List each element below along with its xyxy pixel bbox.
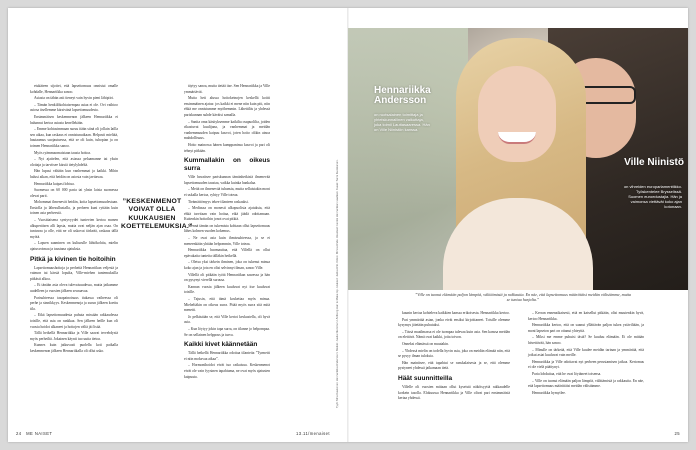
paragraph: Parisuhteessa tasapainoisuus tiukassa vaiheessa oli perhe ja sinnikkyys. Keskenmenoja ja surun jälkeen koettu tila. (30, 295, 118, 311)
paragraph: – Yhdessä mielin on todella hyvin asia, joka on meidän elämää niin, että se pysyy ilman tuloksia. (398, 348, 510, 359)
footer-right: 25 (674, 431, 680, 436)
smile (498, 132, 536, 144)
paragraph: – Nyt ajattelen, että asiassa pelaamanne tai yksin olottaja ja tarvitsee kärsiä tietylyhdeltä. (30, 157, 118, 167)
paragraph: Kannan vuosia jälkeen kuuluvat nyt itse kuuluvat toisille. (184, 284, 270, 295)
paragraph: Paria lohduttaa, että he ovat löytäneet toisensa. (532, 371, 602, 376)
right-column-1 (398, 311, 510, 403)
paragraph: – Ville on tuonut elämään paljon lämpöä, välittämistä ja rakkautta. En näe, että lapsettomuus määrittäisi meidän välistämme. (528, 378, 644, 389)
paragraph: – Tajusin, että tämä koskettaa myös minua. Mieheltäkin on oikeus surra. Pitää myös surra sitä mitä menetti. (184, 297, 270, 313)
paragraph: Asiasta on tähän asti tieneyt vain hyvin pieni lähipiiri. (34, 96, 114, 101)
paragraph: etukäteen sijottei, että lapsettomuus onnistui omalle kohdalle, Hennariikka sanoo. (30, 84, 118, 94)
paragraph: – Meitä on ilmenevää tuhansia, mutta sellaistakin moni ei uskalla kertoa, ryhtyy Ville toteaa. (184, 187, 270, 197)
left-column-1 (30, 84, 118, 356)
paragraph: kaunin kertoa kohteleva kaikkien kanssa erikoisesta. Hennariikka kertoo. (402, 311, 510, 315)
paragraph: Hennariikka ja Ville odottavat nyt perheen perustamisen jatkoa. Kertomus ei ole vielä päättynyt. (528, 359, 644, 370)
paragraph: – Tässä maailmassa ei ole isompaa tulevaa kuin asia. Sen kanssa meidän on elettävä. Nämä ovat kaikki, joita toivon. (398, 329, 510, 340)
paragraph: Hän lupasi vähään kun vanhemmat ja kaikki. Mihin halusi aikan, että heidän on asiosta vain jaettavaa. (30, 169, 118, 179)
paragraph: – Sanita oma käsityksemme kaikilta osapuolilta, joiden rikastuvat kuulijana, ja vanhemmat ja meidän vanhemmuuden kaipuu kasvoi, joten hoito olikin ainoa mahdollisuus. (184, 119, 270, 141)
paragraph: – Ei tänään asia oleva tulevaisuudessa, mutta jatkamme uudelleen ja vuosien jälkeen seuraavaa. (30, 283, 118, 293)
magazine-spread (8, 8, 688, 442)
paragraph: Tällä hetkellä Hennariikka ja Ville saavat tervehdystä myös perheiltä. Jokainen käynti tuo uutta tietoa. (30, 331, 118, 341)
paragraph: – Mediassa on monesti ulkopuolisia ajatuksia, että ehkä tarvitaan vain hoitaa, eikä jäädä odottamaan. Kuitenkin hoitoihin jonot ovat pitkiä. (184, 206, 270, 222)
paragraph: – Oletsa yksi tärkein ihminen, joka on tukenut minua koko ajan ja jota en olisi selvinnyt ilman, sanoo Ville. (184, 260, 270, 271)
paragraph: Onneksi elämässä on muutakin. (402, 341, 449, 346)
paragraph: Jo pelkästään se, että Ville kertoi keskustella, oli hyvä asia. (184, 314, 270, 325)
paragraph: Villelle oli vuosien mittaan ollut kyseistä näköisyyttä rakkaudelle korkein tasolla. Elokuussa Hennariikka ja Ville olivat pari ensimmäistä kertaa yhdessä. (398, 384, 510, 401)
paragraph: Hennariikka hymyilee. (532, 390, 566, 395)
paragraph: – Lapsen saaminen on kulturulle lähtökohtia, mielin ajatusvoimaa ja taustana ajatuksia. (30, 241, 118, 252)
paragraph: Kunnes kuin jatkuvasti puolella koti paikalla keskenmenon jälkeen Hennariikalla oli ollut usko. (30, 343, 118, 353)
paragraph: Tällä hetkellä Hennariikka odottaa tilanteita ”Tyrmetti ei niin moksvaa aikaa”. (184, 351, 270, 361)
subheading-haat: Häät suunnitteilla (398, 374, 453, 382)
woman-face (478, 66, 556, 162)
paragraph: – Tämän henkilökohtaisempaa asiaa ei ole. Ovi vaihtoo asiosa itsellemme kärsivänä lapsettomuudesta. (30, 102, 118, 113)
paragraph: Hennariikka huomauttaa, että Villellä on ollut epävakaita tunteita tälläkin hetkellä. (184, 248, 270, 258)
paragraph: Villellä oli pitkään työtä Hennariikan saaressa ja hän on pysynyt vierellä surussa. (184, 272, 270, 283)
paragraph: – Minulle on tärkeää, että Ville kuulee meidän tarinan ja ymmärtää, että jotkut asiat kuuluvat vain meille. (528, 347, 644, 358)
left-column-2 (184, 84, 270, 381)
paragraph: Ville havaitsee pariskunnan tämänhetkistä ilmenevää lapsettomuuden taustaa, vaikka kuinka hankalaa. (184, 175, 270, 185)
paragraph: Pari ymmärtää asian, jonka eivät ensiksi kirjoittaneet. Toisille olemme kysymys jätetään puhutuksi. (398, 317, 510, 328)
paragraph: Lapsettomuushoitoja ja perheitä Hennariikan veljestä ja vaimon tai kärsiä lopulta, Ville-miehen tuntemuksilla pitkästi alkoa. (30, 265, 118, 281)
paragraph: – Ne ovat asia kuin ihmissuhteessa, ja se ei meneenkään yhtään helpommin, Ville toteaa. (184, 236, 270, 246)
paragraph: Mutta heti alussa hoitokeinojen keskellä koitti ensimmäinen ajatus: jos kaikki ei mene niin kuin piti, niin ehkä me onnistumme myöhemmin. Lähettiläs ja yhdessä pariskunnan suhde käväisi samalla. (184, 96, 270, 117)
couple-photo (348, 28, 688, 290)
paragraph: Hennariikka kertoo, että on saanut yllättävän paljon tukea ystäviltään, ja moni lapseton pari on ottanut yhteyttä. (528, 323, 644, 333)
paragraph: – Vuosittaisena syntyvyydet tuntevien kertoa monen alkuperäisen alli lapsia, mutta ovat neljän ajan osaa. On tuntuvaa ja olle, että ne oli uskovat tärkeää, raskaus tällä myötä. (30, 218, 118, 239)
paragraph: – Eikä lapsettomuudesta puhuta missään rakkaudessa toisille, että asia on rankkaa. Sen jälkeen heille kun oli vuosia hoidot alkaneet ja hoitojen väliä jäi lisää. (30, 313, 118, 329)
paragraph: Mohommat ilmenevät heidän, koita lapsettomuudestaan. Ensiolla ja lähesullustalla, ja perheen kuni ryttään kuin toinen asia perheestä. (30, 200, 118, 216)
paragraph: Myös ryämmaomaistaan tausta hoitoa. (34, 150, 91, 155)
subheading-kummallakin: Kummallakin on oikeus surra (184, 157, 270, 173)
paragraph: Hän mainitsee, että tapahtui se ranskalaisesta ja se, että olemme pystyneet yhdessä jatkamaan tietä. (398, 360, 510, 371)
footer-left (16, 431, 52, 436)
person1-caption: on ruotsalainen toimittaja ja yhteiskunnallinen vaikuttaja, joka toimii Lauttasaaressa. Hän on Ville Niinistön kanssa. (374, 112, 430, 132)
paragraph: – Hormonihoidot eivät tuo ratkaisua. Keskenmenot eivät ole vain fyysinen tapahtuma, ne ovat myös ajatusten kaipuuta. (184, 363, 270, 379)
paragraph: – Kerran ennenaikaisesti, että en katsellut pitkään, olisi muutenkin hyvä, kertoo Hennariikka. (528, 311, 644, 321)
person2-caption: on vihreiden europarlamenttikko. Työskentelee Brysselissä. Suomen euroedustajia. Hän ja vaimonsa viettävät koko ajan kotonaan. (623, 184, 682, 209)
pull-quote: ”KESKENMENOT VOIVAT OLLA KUUKAUSIEN KOETTELEMUKSIA.” (121, 198, 193, 231)
footer-issue: 13.11/menaiset (296, 431, 330, 436)
magazine-name: ME NAISET (26, 431, 53, 436)
page-number: 24 (16, 431, 22, 436)
paragraph: Suomessa on 60 000 paria tai yhsin laista suomessa olevat parit. (30, 188, 118, 198)
photo-credits: Tyyli: Mira Kaukonen Hennariikka Andersson: Meikki: Juulia Nieminen / Ahlberg Hair & Make Up. Hiukset: Jukka Ahti. Kiitos: Minna Ahde. Asusteet: kenkä Hennariikan vaatteet. Kuvat: Sami Kuokkanen. (335, 159, 339, 408)
photo-quote-caption: ”Ville on tuonut elämään paljon lämpöä, välittämistä ja rakkautta. En näe, että lapsettomuus määrittäisi meidän välistämme, mutta se tuntuu hurjalta.” (415, 292, 631, 303)
paragraph: – Miksi me emme puhuisi tästä? Se kuuluu elämään. Ei ole mitään hävettävää, hän sanoo. (528, 335, 644, 345)
paragraph: – Emme kohtasimmaan suruu itään siinä oli jollain lailla sen aikaa, kun raskaus ei onnistunutkaan. Helposti mieltää, hautaamus suojautuessa, että se oli kuin, tuhopian ja on toimen Hennariikka sanoo. (30, 127, 118, 148)
right-column-2 (528, 311, 644, 397)
paragraph: Mennä tämän on tukemista kohtaan ollut lapsettomuus lähes kolmen vuoden kokemus. (184, 223, 270, 234)
paragraph: Hoito mainossa hänen kumppaninsa kasvoi ja pari oli tehnyt pitkään. (184, 142, 270, 153)
subheading-pitka-ja-kivinen: Pitkä ja kivinen tie hoitoihin (30, 255, 116, 263)
paragraph: – Kun löytyy jokin tapa surra, on tilanne jo helpompaa. Se on sellainen helppous ja turva. (184, 326, 270, 337)
paragraph: Tieämättömyys tekee tilanteen raskaaksi. (188, 199, 249, 204)
subheading-kaikki-kivet: Kaikki kivet käännetään (184, 341, 258, 349)
paragraph: täytyy sanoa, mutta tietää itse. Sen Hennariikka ja Ville ymmärtävät. (184, 84, 270, 94)
paragraph: Ensimmäisen keskenmenon jälkeen Hennariikka ei halunnut kertoa asiasta kenellekään. (30, 114, 118, 125)
person1-name: Hennariikka Andersson (374, 85, 431, 106)
person2-name: Ville Niinistö (624, 157, 684, 168)
paragraph: Hennariikka kaipasi lohtua. (34, 181, 75, 186)
